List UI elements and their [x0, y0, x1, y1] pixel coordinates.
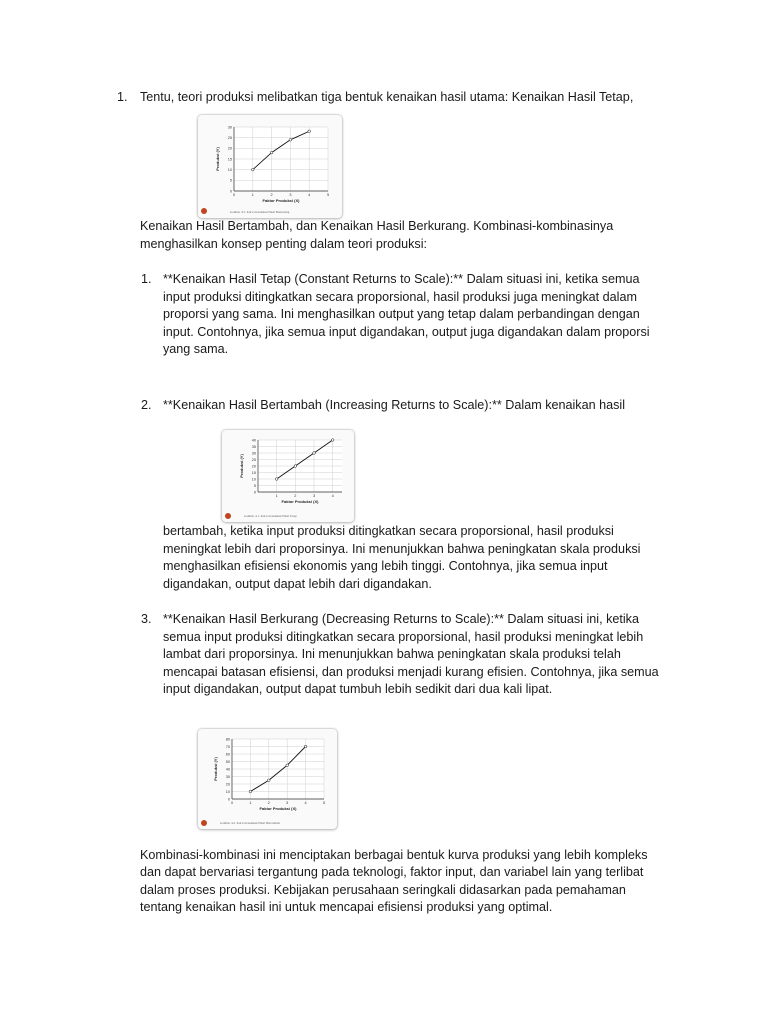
x-tick-label: 2 [270, 193, 273, 197]
data-point [270, 151, 273, 154]
x-tick-label: 0 [230, 801, 234, 805]
list-number: 1. [117, 90, 128, 104]
data-point [294, 465, 297, 468]
y-tick-label: 25 [227, 135, 232, 140]
data-point [331, 439, 334, 442]
y-tick-label: 25 [251, 457, 256, 462]
data-point [268, 779, 271, 782]
y-tick-label: 15 [227, 157, 232, 162]
list-item-line: lambat dari proporsinya. Ini menunjukkan bahwa peningkatan skala produksi telah [163, 647, 621, 661]
chart-2 [222, 430, 354, 522]
figure-chart-2 [222, 430, 354, 522]
paragraph-line: dalam proses produksi. Kebijakan perusahaan seringkali didasarkan pada pemahaman [140, 883, 626, 897]
list-item-line: input. Contohnya, jika semua input digandakan, output juga digandakan dalam proporsi [163, 325, 650, 339]
y-tick-label: 60 [225, 752, 230, 757]
y-tick-label: 30 [251, 451, 256, 456]
x-tick-label: 5 [326, 193, 330, 197]
figure-caption: Gambar 4.5. Kurva Kenaikan Hasil Berkurang [230, 210, 290, 214]
data-point [289, 139, 292, 142]
list-item-line: digandakan, output dapat lebih dari digandakan. [163, 577, 432, 591]
y-tick-label: 70 [225, 744, 230, 749]
figure-chart-1 [198, 115, 342, 218]
x-tick-label: 3 [312, 494, 316, 498]
caption-marker-icon [201, 208, 207, 214]
y-tick-label: 40 [251, 438, 256, 443]
y-tick-label: 0 [229, 189, 232, 194]
y-tick-label: 20 [227, 146, 232, 151]
y-tick-label: 10 [225, 789, 230, 794]
paragraph-line: Kenaikan Hasil Bertambah, dan Kenaikan Hasil Berkurang. Kombinasi-kombinasinya [140, 219, 614, 233]
x-tick-label: 4 [331, 494, 334, 498]
y-axis-label: Produksi (Y) [239, 454, 244, 478]
data-point [249, 790, 252, 793]
y-axis-label: Produksi (Y) [215, 147, 220, 171]
x-axis-label: Faktor Produksi (X) [259, 806, 297, 811]
x-tick-label: 1 [275, 494, 278, 498]
list-item-line: semua input produksi ditingkatkan secara proporsional, hasil produksi meningkat lebih [163, 630, 644, 644]
chart-3 [198, 729, 337, 829]
x-axis-label: Faktor Produksi (X) [262, 198, 300, 203]
x-tick-label: 2 [267, 801, 270, 805]
data-point [286, 764, 289, 767]
list-item-line: **Kenaikan Hasil Bertambah (Increasing Returns to Scale):** Dalam kenaikan hasil [163, 398, 626, 412]
y-tick-label: 10 [251, 477, 256, 482]
y-tick-label: 30 [225, 774, 230, 779]
data-point [308, 130, 311, 133]
y-tick-label: 30 [227, 125, 232, 130]
y-tick-label: 5 [253, 483, 256, 488]
list-item-line: menghasilkan efisiensi ekonomis yang lebih tinggi. Contohnya, jika semua input [163, 559, 608, 573]
list-item-line: meningkat lebih dari proporsinya. Ini menunjukkan bahwa peningkatan skala produksi [163, 542, 641, 556]
list-item-line: **Kenaikan Hasil Tetap (Constant Returns to Scale):** Dalam situasi ini, ketika semua [163, 272, 640, 286]
y-tick-label: 0 [253, 490, 256, 495]
y-tick-label: 20 [251, 464, 256, 469]
data-point [313, 452, 316, 455]
y-tick-label: 5 [229, 178, 232, 183]
y-tick-label: 80 [225, 737, 230, 742]
paragraph-line: dan dapat bervariasi tergantung pada teknologi, faktor input, dan variabel lain yang terlibat [140, 865, 644, 879]
figure-chart-3 [198, 729, 337, 829]
y-axis-label: Produksi (Y) [213, 757, 218, 781]
x-tick-label: 4 [304, 801, 307, 805]
y-tick-label: 35 [251, 444, 256, 449]
caption-marker-icon [225, 513, 231, 519]
list-number: 1. [141, 272, 152, 286]
x-tick-label: 3 [289, 193, 292, 197]
y-tick-label: 40 [225, 767, 230, 772]
list-item-line: input produksi ditingkatkan secara proporsional, hasil produksi juga meningkat dalam [163, 290, 637, 304]
y-tick-label: 0 [227, 797, 230, 802]
x-tick-label: 4 [308, 193, 311, 197]
y-tick-label: 10 [227, 167, 232, 172]
x-tick-label: 1 [251, 193, 254, 197]
x-tick-label: 5 [322, 801, 326, 805]
paragraph-line: tentang kenaikan hasil ini untuk mencapai efisiensi produksi yang optimal. [140, 900, 553, 914]
y-tick-label: 50 [225, 759, 230, 764]
list-number: 3. [141, 612, 152, 626]
list-number: 2. [141, 398, 152, 412]
x-tick-label: 1 [249, 801, 252, 805]
figure-caption: Gambar 4.2. Kurva Kenaikan Hasil Bertambah [220, 821, 280, 825]
y-tick-label: 20 [225, 782, 230, 787]
list-item-line: proporsi yang sama. Ini menghasilkan output yang tetap dalam perbandingan dengan [163, 307, 640, 321]
list-item-line: input digandakan, output dapat tumbuh lebih sedikit dari dua kali lipat. [163, 682, 553, 696]
paragraph-line: menghasilkan konsep penting dalam teori produksi: [140, 237, 428, 251]
x-axis-label: Faktor Produksi (X) [281, 499, 319, 504]
y-tick-label: 15 [251, 470, 256, 475]
list-item-line: **Kenaikan Hasil Berkurang (Decreasing Returns to Scale):** Dalam situasi ini, ketika [163, 612, 639, 626]
figure-caption: Gambar 4.1. Kurva Kenaikan Hasil Tetap [244, 514, 297, 518]
x-tick-label: 2 [294, 494, 297, 498]
x-tick-label: 0 [232, 193, 236, 197]
caption-marker-icon [201, 820, 207, 826]
x-tick-label: 3 [286, 801, 289, 805]
list-item-line: mencapai batasan efisiensi, dan produksi menjadi kurang efisien. Contohnya, jika semua [163, 665, 659, 679]
list-item-line: bertambah, ketika input produksi ditingkatkan secara proporsional, hasil produksi [163, 524, 614, 538]
data-point [252, 168, 255, 171]
data-point [275, 478, 278, 481]
list-item-line: yang sama. [163, 342, 229, 356]
paragraph-line: Kombinasi-kombinasi ini menciptakan berbagai bentuk kurva produksi yang lebih kompleks [140, 848, 648, 862]
data-point [304, 745, 307, 748]
chart-1 [198, 115, 342, 218]
intro-line: Tentu, teori produksi melibatkan tiga bentuk kenaikan hasil utama: Kenaikan Hasil Tetap, [140, 90, 634, 104]
